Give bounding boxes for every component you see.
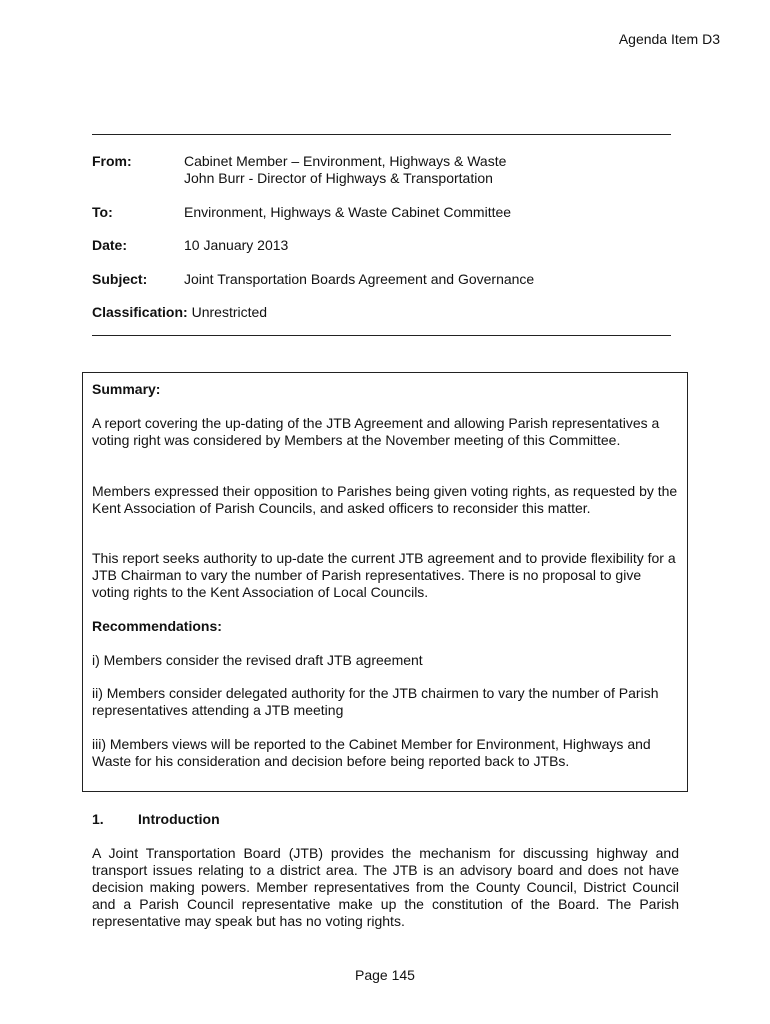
page-number: Page 145 [355, 967, 415, 983]
recommendation-2: ii) Members consider delegated authority for the JTB chairmen to vary the number of Parish representatives attending a JTB meeting [92, 685, 659, 718]
top-divider [92, 134, 671, 135]
date-value: 10 January 2013 [184, 237, 289, 253]
summary-box [82, 372, 688, 792]
summary-heading: Summary: [92, 381, 161, 397]
subject-label: Subject: [92, 271, 148, 287]
from-value-line1: Cabinet Member – Environment, Highways & Waste [184, 153, 507, 169]
section-title: Introduction [138, 811, 220, 827]
date-label: Date: [92, 237, 128, 253]
from-label: From: [92, 153, 132, 169]
recommendation-3: iii) Members views will be reported to the Cabinet Member for Environment, Highways and Waste for his consideration and decision before being reported back to JTBs. [92, 736, 651, 769]
to-value: Environment, Highways & Waste Cabinet Committee [184, 204, 512, 220]
summary-paragraph-2: Members expressed their opposition to Parishes being given voting rights, as requested by the Kent Association of Parish Councils, and asked officers to reconsider this matter. [92, 483, 678, 516]
introduction-paragraph: A Joint Transportation Board (JTB) provides the mechanism for discussing highway and transport issues relating to a district area. The JTB is an advisory board and does not have decision making powers. Member representatives from the County Council, District Council and a Parish Council representative make up the constitution of the Board. The Parish representative may speak but has no voting rights. [92, 845, 679, 929]
section-number: 1. [92, 811, 104, 827]
summary-paragraph-3: This report seeks authority to up-date the current JTB agreement and to provide flexibility for a JTB Chairman to vary the number of Parish representatives. There is no proposal to give voting rights to the Kent Association of Local Councils. [92, 550, 676, 600]
agenda-item-label: Agenda Item D3 [618, 31, 720, 47]
to-label: To: [92, 204, 113, 220]
subject-value: Joint Transportation Boards Agreement and Governance [184, 271, 535, 287]
recommendation-1: i) Members consider the revised draft JTB agreement [92, 652, 423, 668]
classification-field [92, 304, 267, 320]
classification-value: Unrestricted [191, 304, 268, 320]
recommendations-heading: Recommendations: [92, 618, 222, 634]
classification-label: Classification: [92, 304, 188, 320]
section-heading [92, 811, 220, 827]
summary-paragraph-1: A report covering the up-dating of the JTB Agreement and allowing Parish representatives a voting right was considered by Members at the November meeting of this Committee. [92, 415, 660, 448]
from-value-line2: John Burr - Director of Highways & Transportation [184, 170, 493, 186]
bottom-divider [92, 335, 671, 336]
